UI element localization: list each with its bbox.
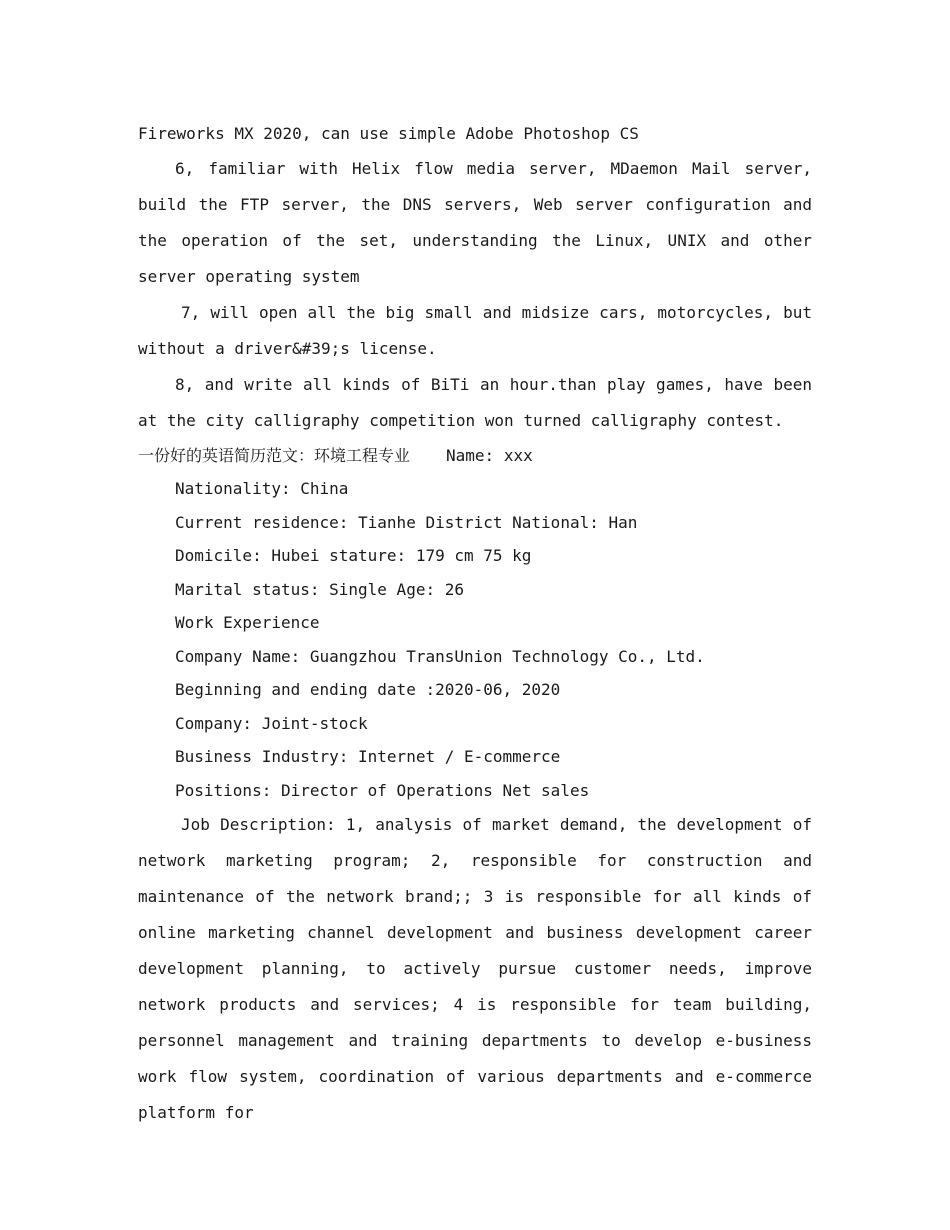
- detail-company-type: Company: Joint-stock: [175, 713, 368, 733]
- detail-company-name: Company Name: Guangzhou TransUnion Technology Co., Ltd.: [175, 646, 705, 666]
- paragraph-server-skills: 6, familiar with Helix flow media server, MDaemon Mail server, build the FTP server, the DNS servers, Web server configuration and the operation of the set, understanding the Linux, UNIX and other server operating system: [138, 158, 812, 286]
- paragraph-fireworks: Fireworks MX 2020, can use simple Adobe Photoshop CS: [138, 124, 639, 143]
- detail-residence: Current residence: Tianhe District National: Han: [175, 512, 638, 532]
- section-heading: [138, 439, 812, 473]
- detail-dates: Beginning and ending date :2020-06, 2020: [175, 680, 561, 699]
- detail-domicile: Domicile: Hubei stature: 179 cm 75 kg: [175, 546, 532, 565]
- document-body: [138, 117, 812, 1131]
- work-experience-heading: Work Experience: [175, 613, 320, 632]
- paragraph-calligraphy: 8, and write all kinds of BiTi an hour.than play games, have been at the city calligraphy competition won turned calligraphy contest.: [138, 374, 812, 430]
- detail-position: Positions: Director of Operations Net sales: [175, 780, 590, 800]
- job-description: Job Description: 1, analysis of market demand, the development of network marketing program; 2, responsible for construction and maintenance of the network brand;; 3 is responsible for all kinds of online marketing channel development and business development career development planning, to actively pursue customer needs, improve network products and services; 4 is responsible for team building, personnel management and training departments to develop e-business work flow system, coordination of various departments and e-commerce platform for: [138, 815, 812, 1122]
- paragraph-driving: 7, will open all the big small and midsize cars, motorcycles, but without a driver&#39;s license.: [138, 302, 812, 358]
- detail-marital-status: Marital status: Single Age: 26: [175, 579, 464, 599]
- section-title: 一份好的英语简历范文：环境工程专业: [138, 445, 411, 465]
- detail-nationality: Nationality: China: [175, 479, 349, 498]
- detail-industry: Business Industry: Internet / E-commerce: [175, 747, 561, 766]
- name-line: Name: xxx: [446, 445, 533, 465]
